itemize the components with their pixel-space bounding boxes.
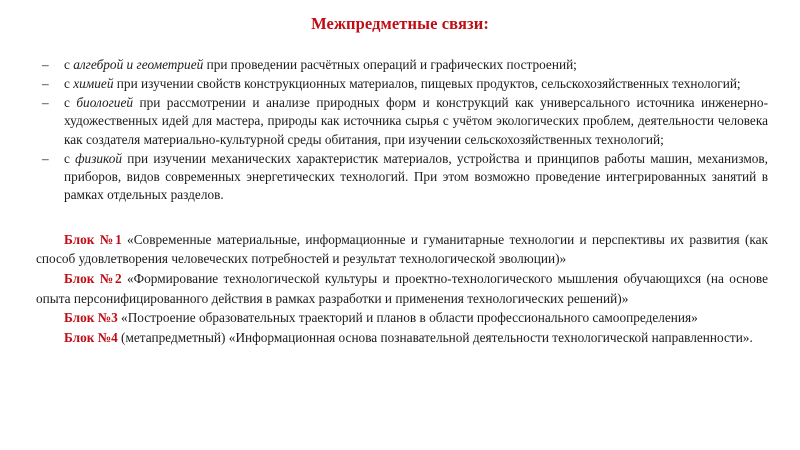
list-item-lead: с <box>64 75 74 91</box>
list-item-subject: биологией <box>76 94 134 110</box>
blocks-section <box>36 230 768 348</box>
block-label: Блок №3 <box>64 310 118 326</box>
block-label: Блок №1 <box>64 231 122 247</box>
list-item-lead: с <box>64 94 77 110</box>
list-item <box>36 94 768 149</box>
list-item-text: при рассмотрении и анализе природных форм и конструкций как универсального источника инженерно-художественных идей для мастера, природы как источника сырья с учётом экологических проблем, деятельности человека как создателя материально-культурной среды обитания, при изучении сельскохозяйственных технологий; <box>64 94 768 147</box>
bullet-dash-icon: – <box>42 94 49 110</box>
page-title: Межпредметные связи: <box>311 14 489 33</box>
list-item-lead: с <box>64 150 76 166</box>
block-text: «Построение образовательных траекторий и планов в области профессионального самоопределения» <box>117 310 698 326</box>
slide-body <box>36 56 768 347</box>
bullet-dash-icon: – <box>42 75 49 91</box>
list-item <box>36 150 768 205</box>
list-item-subject: алгеброй и геометрией <box>73 57 204 72</box>
list-item-text: при изучении механических характеристик материалов, устройства и принципов работы машин, механизмов, приборов, видов современных энергетических технологий. При этом возможно проведение интегрированных занятий в рамках отдельных разделов. <box>64 150 768 203</box>
list-item-text: при изучении свойств конструкционных материалов, пищевых продуктов, сельскохозяйственных технологий; <box>113 75 741 91</box>
list-item <box>36 75 768 93</box>
list-item-subject: физикой <box>75 150 123 166</box>
block-text: «Формирование технологической культуры и проектно-технологического мышления обучающихся (на основе опыта персонифицированного действия в рамках разработки и применения технологических решений)» <box>36 270 768 306</box>
block-text: (метапредметный) «Информационная основа познавательной деятельности технологической направленности». <box>117 329 753 345</box>
block-label: Блок №4 <box>64 329 118 345</box>
block-paragraph <box>36 269 768 308</box>
list-item <box>36 56 768 74</box>
list-item-lead: с <box>64 57 74 72</box>
cross-subject-list <box>36 56 768 205</box>
bullet-dash-icon: – <box>42 150 49 166</box>
list-item-subject: химией <box>73 75 114 91</box>
block-paragraph <box>36 328 768 348</box>
block-paragraph <box>36 230 768 269</box>
block-label: Блок №2 <box>64 270 122 286</box>
block-text: «Современные материальные, информационные и гуманитарные технологии и перспективы их развития (как способ удовлетворения человеческих потребностей и результат технологической эволюции)» <box>36 231 768 267</box>
block-paragraph <box>36 308 768 328</box>
list-item-text: при проведении расчётных операций и графических построений; <box>203 57 577 72</box>
bullet-dash-icon: – <box>42 57 49 72</box>
